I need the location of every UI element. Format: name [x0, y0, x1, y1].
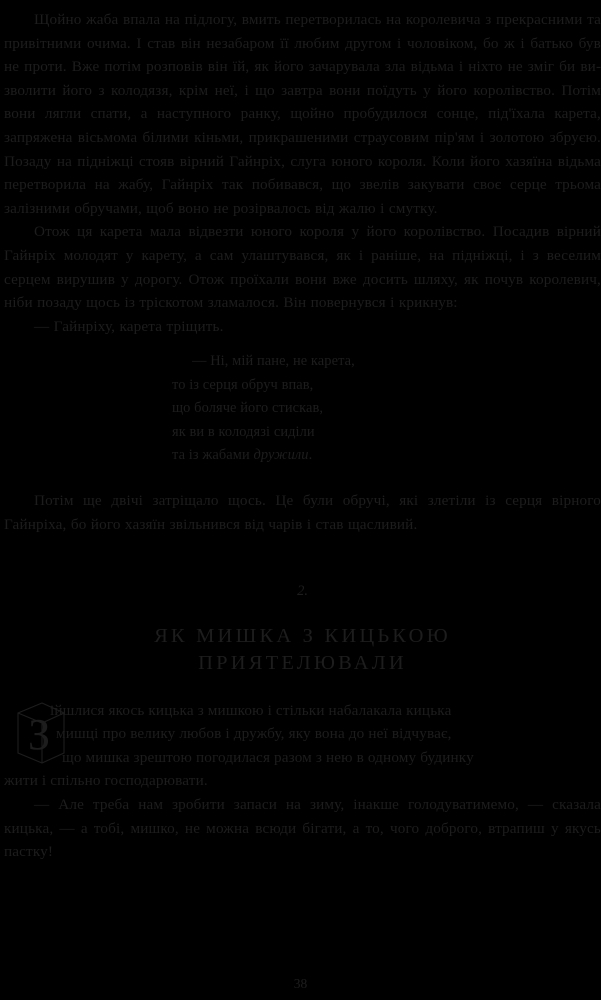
svg-text:З: З — [28, 709, 51, 759]
dropcap-line-3: що мишка зрештою погодилася разом з нею в одному будинку — [62, 748, 474, 766]
spacer-before-chapter — [4, 537, 601, 581]
spacer-after-chapter-title — [4, 677, 601, 699]
chapter-title-line-2: ПРИЯТЕЛЮВАЛИ — [198, 651, 407, 674]
paragraph-chapter-opening — [4, 699, 601, 793]
verse-line-2: то із серця обруч впав, — [172, 376, 314, 393]
page-number: 38 — [293, 976, 308, 991]
spacer-after-verse — [4, 467, 601, 489]
spacer-after-chapter-number — [4, 601, 601, 623]
page-column — [0, 8, 601, 864]
verse-block — [4, 350, 601, 467]
dropcap-line-1: ійшлися якось кицька з мишкою і стільки набалакала кицька — [50, 701, 452, 719]
verse-italic-word: дружили — [253, 446, 309, 463]
verse-line-4: як ви в колодязі сиділи — [172, 423, 315, 440]
chapter-number: 2. — [297, 582, 308, 599]
verse-line-3: що боляче його стискав, — [172, 400, 324, 417]
paragraph-winter-stores: — Але треба нам зробити запаси на зиму, інакше голодуватимемо, — сказала кицька, — а тобі, мишко, не можна всюди бігати, а то, чого доброго, втрапиш у якусь пастку! — [4, 795, 601, 861]
dropcap-line-2: мишці про велику любов і дружбу, яку вона до неї відчуває, — [56, 725, 452, 743]
dropcap-block — [4, 699, 601, 793]
spacer-before-verse — [4, 338, 601, 350]
paragraph-three-hoops: Потім ще двічі затріщало щось. Це були обручі, які злетіли із серця вірного Гайнріха, бо його хазяїн звільнився від чарів і став щасливий. — [4, 492, 601, 533]
paragraph-dialogue-heinrich: — Гайнріху, карета тріщить. — [34, 317, 224, 335]
verse-line-1: — Ні, мій пане, не карета, — [192, 353, 355, 370]
chapter-title — [4, 623, 601, 677]
dropcap-letter — [12, 701, 68, 763]
dropcap-line-4: жити і спільно господарювати. — [4, 772, 208, 790]
paragraph-carriage-journey: Отож ця карета мала відвезти юного короля у його королівство. Посадив вірний Гайнріх молодят у карету, а сам улаштувався, як і раніше, на підніжці, і з веселим серцем вирушив у дорогу. Отож проїхали вони вже досить шляху, як почув королевич, ніби позаду щось із тріскотом зламалося. Він повернувся і крикнув: — [4, 223, 601, 312]
paragraph-frog-prince: Щойно жаба впала на підлогу, вмить перетворилась на королевича з прекрасними та привітними очима. І став він незабаром її любим другом і чоловіком, бо ж і батько був не проти. Вже потім розповів він їй, як його зачарувала зла відьма і ніхто не зміг би визволити його з колодязя, крім неї, і що завтра вони поїдуть у його королівство. Потім вони лягли спати, а наступного ранку, щойно пробудилося сонце, під'їхала карета, запряжена вісьмома білими кіньми, прикрашеними страусовим пір'ям і золотою збруєю. Позаду на підніжці стояв вірний Гайнріх, слуга юного короля. Коли його хазяїна відьма перетворила на жабу, Гайнріх так побивався, що звелів закувати своє серце трьома залізними обручами, щоб воно не розірвалось від жалю і смутку. — [4, 11, 601, 217]
chapter-title-line-1: ЯК МИШКА З КИЦЬКОЮ — [154, 624, 451, 647]
verse-line-5: та із жабами дружили. — [172, 446, 313, 463]
